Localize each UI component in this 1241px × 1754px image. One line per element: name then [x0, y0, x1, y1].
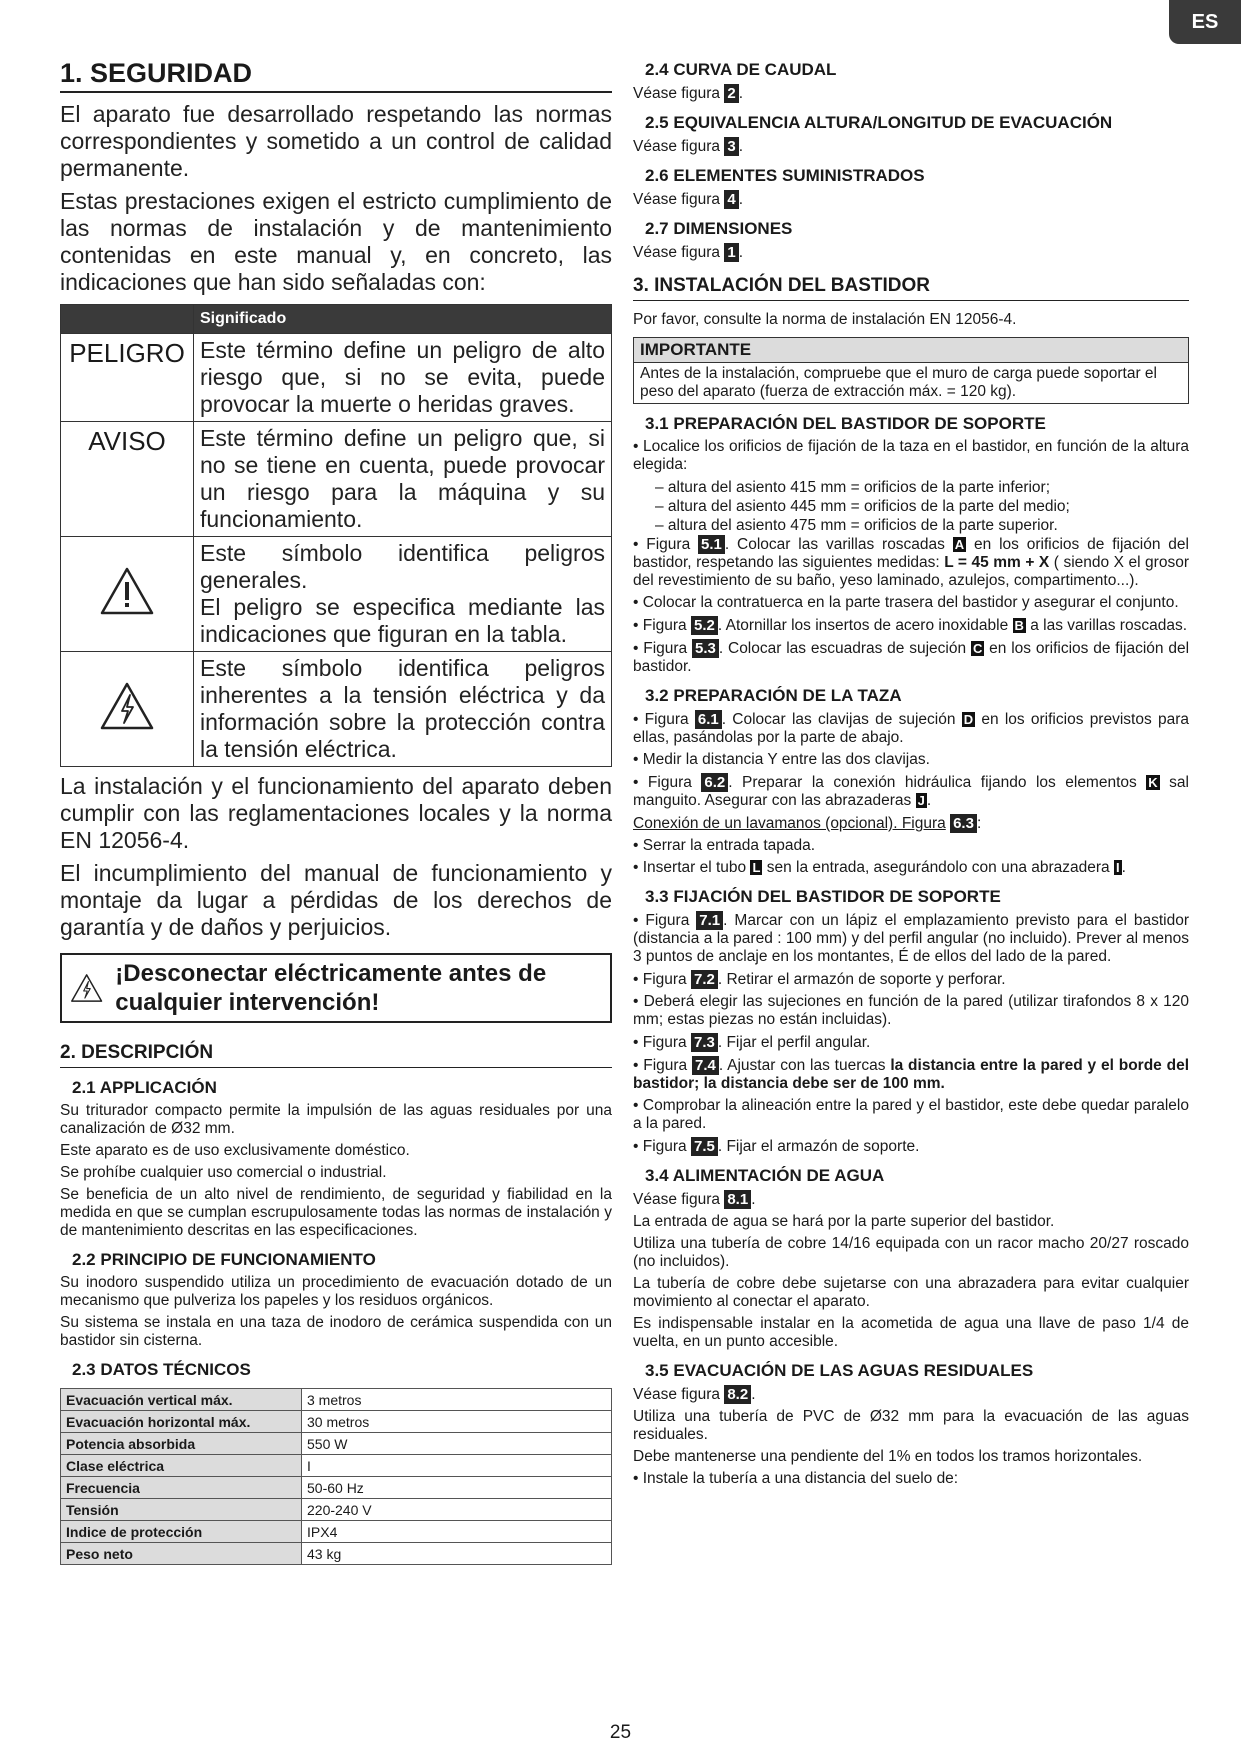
figure-ref: 5.1	[698, 535, 725, 554]
risk-row	[61, 652, 612, 767]
section-3-2-title: 3.2 PREPARACIÓN DE LA TAZA	[645, 686, 902, 705]
spec-key: Clase eléctrica	[61, 1455, 302, 1477]
spec-row	[61, 1389, 612, 1411]
spec-row	[61, 1411, 612, 1433]
bullet	[633, 911, 1189, 966]
figure-ref: 5.3	[692, 639, 719, 658]
spec-value: 550 W	[302, 1433, 612, 1455]
risk-desc-line2: El peligro se especifica mediante las indicaciones que figuran en la tabla.	[200, 594, 605, 647]
left-column	[60, 58, 612, 1565]
figura-label: • Figura	[633, 971, 687, 988]
figure-ref: 7.1	[696, 911, 723, 930]
s34-paragraph: Es indispensable instalar en la acometida de agua una llave de paso 1/4 de vuelta, en un punto accesible.	[633, 1315, 1189, 1350]
important-text: Antes de la instalación, compruebe que el muro de carga puede soportar el peso del aparato (fuerza de extracción máx. = 120 kg).	[633, 363, 1189, 404]
dash-item: – altura del asiento 445 mm = orificios de la parte del medio;	[655, 498, 1070, 515]
risk-header-blank	[61, 305, 194, 334]
spec-row	[61, 1477, 612, 1499]
bullet: • Localice los orificios de fijación de la taza en el bastidor, en función de la altura elegida:	[633, 438, 1189, 473]
risk-term: PELIGRO	[61, 334, 194, 422]
disconnect-warning	[60, 953, 612, 1023]
part-ref: C	[972, 641, 983, 656]
figura-label: • Figura	[633, 617, 687, 634]
section-2-6-title: 2.6 ELEMENTES SUMINISTRADOS	[645, 166, 925, 185]
connection-label: Conexión de un lavamanos (opcional). Figura	[633, 815, 946, 832]
bullet-text: . Colocar las varillas roscadas	[724, 536, 945, 553]
bullet: • Colocar la contratuerca en la parte trasera del bastidor y asegurar el conjunto.	[633, 594, 1179, 611]
bullet-text: . Ajustar con las tuercas	[718, 1057, 886, 1074]
bullet	[633, 1056, 1189, 1093]
figure-ref: 8.2	[724, 1385, 751, 1404]
s35-paragraph: Utiliza una tubería de PVC de Ø32 mm para la evacuación de las aguas residuales.	[633, 1408, 1189, 1443]
bullet	[633, 639, 1189, 676]
bullet-text: en los orificios de fijación del bastidor.	[633, 640, 1190, 675]
spec-key: Evacuación vertical máx.	[61, 1389, 302, 1411]
spec-row	[61, 1499, 612, 1521]
connection-line: Conexión de un lavamanos (opcional). Figura 6.3 :	[633, 815, 982, 832]
s21-paragraph: Su triturador compacto permite la impulsión de las aguas residuales por una canalización de Ø32 mm.	[60, 1102, 612, 1137]
spec-value: 43 kg	[302, 1543, 612, 1565]
bullet: • Comprobar la alineación entre la pared y el bastidor, este debe quedar paralelo a la pared.	[633, 1097, 1189, 1132]
spec-value: 3 metros	[302, 1389, 612, 1411]
s34-paragraph: La entrada de agua se hará por la parte superior del bastidor.	[633, 1213, 1055, 1230]
bullet	[633, 970, 1189, 989]
spec-value: I	[302, 1455, 612, 1477]
section-2-2-title: 2.2 PRINCIPIO DE FUNCIONAMIENTO	[72, 1250, 376, 1269]
figura-label: • Figura	[633, 774, 692, 791]
section-3-3-title: 3.3 FIJACIÓN DEL BASTIDOR DE SOPORTE	[645, 887, 1001, 906]
spec-value: IPX4	[302, 1521, 612, 1543]
figure-ref: 5.2	[691, 616, 718, 635]
bullet	[633, 710, 1189, 747]
part-ref: I	[1116, 860, 1120, 875]
s21-paragraph: Se prohíbe cualquier uso comercial o industrial.	[60, 1164, 387, 1181]
section-3-title: 3. INSTALACIÓN DEL BASTIDOR	[633, 272, 1189, 301]
s3-paragraph: Por favor, consulte la norma de instalación EN 12056-4.	[633, 311, 1017, 328]
bullet	[633, 616, 1189, 635]
see-figure-line: Véase figura 1 .	[633, 244, 743, 261]
see-figure-line: Véase figura 2 .	[633, 85, 743, 102]
spec-row	[61, 1455, 612, 1477]
risk-symbol-cell	[61, 537, 194, 652]
figure-ref: 7.4	[692, 1056, 719, 1075]
bullet-bold-text: la distancia entre la pared y el borde del bastidor; la distancia debe ser de 100 mm.	[633, 1057, 1190, 1092]
figure-ref: 2	[724, 84, 738, 103]
section-3-1-title: 3.1 PREPARACIÓN DEL BASTIDOR DE SOPORTE	[645, 414, 1046, 433]
spec-key: Indice de protección	[61, 1521, 302, 1543]
see-fig-label: Véase figura	[633, 1191, 721, 1208]
s1-paragraph-1: El aparato fue desarrollado respetando las normas correspondientes y sometido a un control de calidad permanente.	[60, 101, 612, 181]
technical-data-table	[60, 1388, 612, 1565]
bullet-text: . Colocar las clavijas de sujeción	[721, 711, 956, 728]
figure-ref: 8.1	[724, 1190, 751, 1209]
language-tab: ES	[1169, 0, 1241, 44]
figure-ref: 6.3	[950, 814, 977, 833]
section-2-5-title: 2.5 EQUIVALENCIA ALTURA/LONGITUD DE EVACUACIÓN	[645, 113, 1113, 132]
see-fig-label: Véase figura	[633, 85, 721, 102]
see-figure-line: Véase figura 8.2 .	[633, 1386, 756, 1403]
bullet: • Figura 6.2 . Preparar la conexión hidráulica fijando los elementos K sal manguito. Asegurar con las abrazaderas J .	[633, 774, 1189, 809]
important-title: IMPORTANTE	[633, 337, 1189, 363]
figura-label: • Figura	[633, 640, 688, 657]
figura-label: • Figura	[633, 912, 690, 929]
general-danger-icon	[99, 566, 155, 616]
risk-desc	[194, 537, 612, 652]
s34-paragraph: Utiliza una tubería de cobre 14/16 equipada con un racor macho 20/27 roscado (no incluidos).	[633, 1235, 1189, 1270]
s34-paragraph: La tubería de cobre debe sujetarse con una abrazadera para evitar cualquier movimiento al conectar el aparato.	[633, 1275, 1189, 1310]
risk-header: Significado	[194, 305, 612, 334]
figure-ref: 1	[724, 243, 738, 262]
spec-row	[61, 1433, 612, 1455]
figure-ref: 7.5	[691, 1137, 718, 1156]
spec-value: 220-240 V	[302, 1499, 612, 1521]
dash-item: – altura del asiento 475 mm = orificios de la parte superior.	[655, 517, 1058, 534]
s21-paragraph: Se beneficia de un alto nivel de rendimiento, de seguridad y fiabilidad en la medida en que se cumplan escrupulosamente todas las normas de instalación y de mantenimiento descritas en las especificaciones.	[60, 1186, 612, 1239]
figure-ref: 6.1	[695, 710, 722, 729]
s22-paragraph: Su inodoro suspendido utiliza un procedimiento de evacuación dotado de un mecanismo que pulveriza los papeles y los residuos orgánicos.	[60, 1274, 612, 1309]
bullet: • Medir la distancia Y entre las dos clavijas.	[633, 751, 930, 768]
risk-desc: Este término define un peligro de alto riesgo que, si no se evita, puede provocar la muerte o heridas graves.	[194, 334, 612, 422]
bullet-text: . Preparar la conexión hidráulica fijando los elementos	[728, 774, 1137, 791]
electrical-hazard-icon	[99, 681, 155, 731]
figure-ref: 6.2	[701, 773, 728, 792]
s1-paragraph-3: La instalación y el funcionamiento del aparato deben cumplir con las reglamentaciones locales y la norma EN 12056-4.	[60, 773, 612, 853]
part-ref: D	[963, 712, 974, 727]
spec-value: 30 metros	[302, 1411, 612, 1433]
bullet-text: . Retirar el armazón de soporte y perforar.	[717, 971, 1006, 988]
bullet-text: . Atornillar los insertos de acero inoxidable	[717, 617, 1009, 634]
spec-key: Evacuación horizontal máx.	[61, 1411, 302, 1433]
spec-row	[61, 1521, 612, 1543]
see-fig-label: Véase figura	[633, 191, 721, 208]
section-3-5-title: 3.5 EVACUACIÓN DE LAS AGUAS RESIDUALES	[645, 1361, 1034, 1380]
bullet: • Serrar la entrada tapada.	[633, 837, 816, 854]
see-fig-label: Véase figura	[633, 1386, 721, 1403]
section-2-title: 2. DESCRIPCIÓN	[60, 1039, 612, 1068]
page-number: 25	[609, 1722, 632, 1743]
bullet-text: en los orificios de fijación del bastidor, respetando las siguientes medidas:	[633, 536, 1189, 571]
risk-table	[60, 304, 612, 767]
s21-paragraph: Este aparato es de uso exclusivamente doméstico.	[60, 1142, 410, 1159]
figura-label: • Figura	[633, 1034, 687, 1051]
see-figure-line: Véase figura 4 .	[633, 191, 743, 208]
figura-label: • Figura	[633, 536, 691, 553]
part-ref: L	[752, 860, 761, 875]
figure-ref: 7.2	[691, 970, 718, 989]
figure-ref: 3	[724, 137, 738, 156]
bullet-text: ( siendo X el grosor del revestimiento de su baño, yeso laminado, azulejos, compartimento...).	[633, 554, 1189, 589]
s22-paragraph: Su sistema se instala en una taza de inodoro de cerámica suspendida con un bastidor sin cisterna.	[60, 1314, 612, 1349]
bullet-text: . Fijar el perfil angular.	[717, 1034, 871, 1051]
measure-formula: L = 45 mm + X	[944, 554, 1050, 571]
spec-key: Peso neto	[61, 1543, 302, 1565]
dash-item: – altura del asiento 415 mm = orificios de la parte inferior;	[655, 479, 1051, 496]
risk-desc-line1: Este símbolo identifica peligros generales.	[200, 540, 605, 593]
bullet: • Instale la tubería a una distancia del suelo de:	[633, 1470, 959, 1487]
spec-value: 50-60 Hz	[302, 1477, 612, 1499]
spec-row	[61, 1543, 612, 1565]
bullet: • Deberá elegir las sujeciones en función de la pared (utilizar tirafondos 8 x 120 mm; estas piezas no están incluidas).	[633, 993, 1189, 1028]
part-ref: A	[954, 537, 965, 552]
risk-desc: Este símbolo identifica peligros inherentes a la tensión eléctrica y da información sobre la protección contra la tensión eléctrica.	[194, 652, 612, 767]
section-2-7-title: 2.7 DIMENSIONES	[645, 219, 793, 238]
figura-label: • Figura	[633, 1138, 687, 1155]
figura-label: • Figura	[633, 1057, 688, 1074]
bullet	[633, 1033, 1189, 1052]
bullet	[633, 1137, 1189, 1156]
section-1-title: 1. SEGURIDAD	[60, 58, 612, 93]
right-column	[633, 58, 1189, 1492]
see-figure-line: Véase figura 3 .	[633, 138, 743, 155]
s35-paragraph: Debe mantenerse una pendiente del 1% en todos los tramos horizontales.	[633, 1448, 1143, 1465]
spec-key: Potencia absorbida	[61, 1433, 302, 1455]
bullet-text: . Marcar con un lápiz el emplazamiento previsto para el bastidor (distancia a la pared : 100 mm) y del perfil angular (no incluido). Prever al menos 3 puntos de anclaje en los montantes, É de ellos del lado de la pared.	[633, 912, 1190, 965]
see-figure-line: Véase figura 8.1 .	[633, 1191, 756, 1208]
part-ref: J	[917, 793, 925, 808]
bullet-text: a las varillas roscadas.	[1030, 617, 1188, 634]
part-ref: B	[1014, 618, 1024, 633]
risk-desc: Este término define un peligro que, si no se tiene en cuenta, puede provocar un riesgo para la máquina y su funcionamiento.	[194, 422, 612, 537]
risk-term: AVISO	[61, 422, 194, 537]
see-fig-label: Véase figura	[633, 138, 721, 155]
risk-row	[61, 537, 612, 652]
bullet: • Insertar el tubo L sen la entrada, asegurándolo con una abrazadera I .	[633, 859, 1126, 876]
bullet-text: sen la entrada, asegurándolo con una abrazadera	[766, 859, 1110, 876]
s1-paragraph-2: Estas prestaciones exigen el estricto cumplimiento de las normas de instalación y de mantenimiento contenidas en este manual y, en concreto, las indicaciones que han sido señaladas con:	[60, 188, 612, 295]
risk-row	[61, 422, 612, 537]
figura-label: • Figura	[633, 711, 689, 728]
spec-key: Tensión	[61, 1499, 302, 1521]
figure-ref: 7.3	[691, 1033, 718, 1052]
part-ref: K	[1148, 775, 1158, 790]
bullet-text: sal manguito. Asegurar con las abrazaderas	[633, 774, 1189, 809]
section-3-4-title: 3.4 ALIMENTACIÓN DE AGUA	[645, 1166, 885, 1185]
bullet-text: . Colocar las escuadras de sujeción	[718, 640, 967, 657]
disconnect-warning-text: ¡Desconectar eléctricamente antes de cualquier intervención!	[115, 960, 547, 1016]
section-2-4-title: 2.4 CURVA DE CAUDAL	[645, 60, 837, 79]
spec-key: Frecuencia	[61, 1477, 302, 1499]
s1-paragraph-4: El incumplimiento del manual de funcionamiento y montaje da lugar a pérdidas de los derechos de garantía y de daños y perjuicios.	[60, 860, 612, 940]
electrical-hazard-icon	[70, 966, 103, 1010]
section-2-3-title: 2.3 DATOS TÉCNICOS	[72, 1360, 251, 1379]
bullet-text: . Fijar el armazón de soporte.	[717, 1138, 920, 1155]
figure-ref: 4	[724, 190, 738, 209]
bullet	[633, 535, 1189, 590]
bullet-text: en los orificios previstos para ellas, pasándolas por la parte de abajo.	[633, 711, 1189, 746]
section-2-1-title: 2.1 APPLICACIÓN	[72, 1078, 217, 1097]
risk-row	[61, 334, 612, 422]
bullet-text: • Insertar el tubo	[633, 859, 747, 876]
see-fig-label: Véase figura	[633, 244, 721, 261]
risk-symbol-cell	[61, 652, 194, 767]
